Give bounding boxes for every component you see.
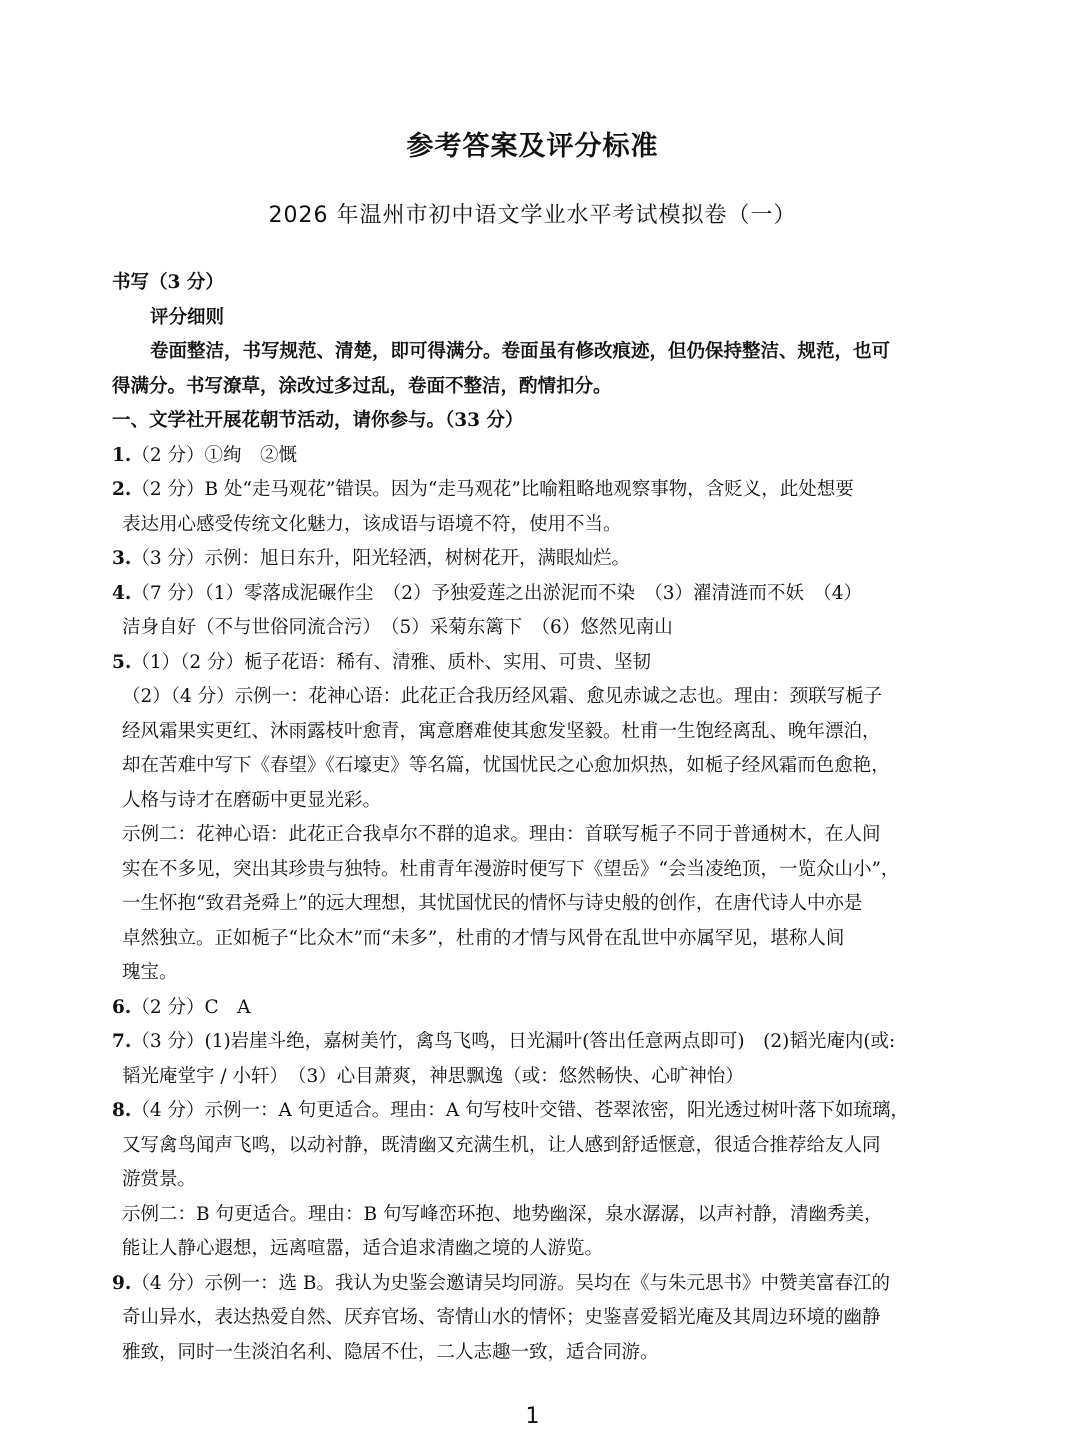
question-6-text: （2 分）C A xyxy=(131,996,251,1018)
question-4-line-1 xyxy=(112,577,964,612)
question-8-text-1: （4 分）示例一：A 句更适合。理由：A 句写枝叶交错、苍翠浓密，阳光透过树叶落下如琉璃， xyxy=(131,1100,909,1121)
question-3-number: 3. xyxy=(112,548,132,569)
question-5-example-2-line-3: 一生怀抱“致君尧舜上”的远大理想，其忧国忧民的情怀与诗史般的创作，在唐代诗人中亦是 xyxy=(122,893,863,914)
question-7-line-2: 韬光庵堂宇 / 小轩） （3）心目萧爽，神思飘逸（或：悠然畅快、心旷神怡） xyxy=(122,1065,744,1087)
question-4-number: 4. xyxy=(112,582,132,604)
question-2-line-1 xyxy=(112,473,964,508)
writing-rule-heading: 评分细则 xyxy=(150,306,225,328)
question-2-number: 2. xyxy=(112,479,132,500)
question-5-example-2-line-4: 卓然独立。正如栀子“比众木”而“未多”，杜甫的才情与风骨在乱世中亦属罕见，堪称人间 xyxy=(122,927,845,949)
question-6 xyxy=(112,991,964,1026)
question-7-line-1 xyxy=(112,1025,964,1060)
page-number: 1 xyxy=(525,1404,540,1429)
question-3 xyxy=(112,542,964,577)
question-8-example-2-line-2: 能让人静心遐想，远离喧嚣，适合追求清幽之境的人游览。 xyxy=(122,1238,604,1259)
question-2-line-2: 表达用心感受传统文化魅力，该成语与语境不符，使用不当。 xyxy=(122,513,622,535)
question-4-line-2: 洁身自好（不与世俗同流合污） （5）采菊东篱下 （6）悠然见南山 xyxy=(122,617,673,638)
question-6-number: 6. xyxy=(112,996,132,1018)
question-8-line-2: 又写禽鸟闻声飞鸣，以动衬静，既清幽又充满生机，让人感到舒适惬意，很适合推荐给友人同 xyxy=(122,1134,881,1156)
document-title: 参考答案及评分标准 xyxy=(406,131,659,162)
question-5-part-2-line-2: 经风霜果实更红、沐雨露枝叶愈青，寓意磨难使其愈发坚毅。杜甫一生饱经离乱、晚年漂泊， xyxy=(122,720,881,742)
question-5-part-2-line-4: 人格与诗才在磨砺中更显光彩。 xyxy=(122,789,382,811)
document-subtitle: 2026 年温州市初中语文学业水平考试模拟卷（一） xyxy=(268,203,797,228)
question-5-example-2-line-2: 实在不多见，突出其珍贵与独特。杜甫青年漫游时便写下《望岳》“会当凌绝顶，一览众山小”， xyxy=(122,858,900,880)
question-9-line-1 xyxy=(112,1267,964,1302)
question-1-number: 1. xyxy=(112,444,132,466)
question-5-example-2-line-5: 瑰宝。 xyxy=(122,962,178,983)
question-7-text-1: （3 分）(1)岩崖斗绝，嘉树美竹，禽鸟飞鸣，日光漏叶(答出任意两点即可) (2)韬光庵内(或: xyxy=(131,1031,896,1052)
question-8-line-3: 游赏景。 xyxy=(122,1169,197,1190)
question-9-line-2: 奇山异水，表达热爱自然、厌弃官场、寄情山水的情怀；史鉴喜爱韬光庵及其周边环境的幽静 xyxy=(122,1307,881,1328)
question-5-part-1 xyxy=(112,646,964,681)
question-1 xyxy=(112,439,964,474)
question-3-text: （3 分）示例：旭日东升，阳光轻洒，树树花开，满眼灿烂。 xyxy=(131,548,630,569)
question-5-example-2-line-1: 示例二：花神心语：此花正合我卓尔不群的追求。理由：首联写栀子不同于普通树木，在人间 xyxy=(122,824,881,845)
section-1-heading: 一、文学社开展花朝节活动，请你参与。（33 分） xyxy=(112,410,524,431)
question-8-example-2-line-1: 示例二：B 句更适合。理由：B 句写峰峦环抱、地势幽深，泉水潺潺，以声衬静，清幽秀美， xyxy=(122,1203,883,1225)
question-5-number: 5. xyxy=(112,651,132,673)
document-body xyxy=(112,266,964,1370)
question-8-line-1 xyxy=(112,1094,964,1129)
question-5-part-2-line-3: 却在苦难中写下《春望》《石壕吏》等名篇，忧国忧民之心愈加炽热，如栀子经风霜而色愈艳， xyxy=(122,755,890,776)
question-4-text-1: （7 分）（1）零落成泥碾作尘 （2）予独爱莲之出淤泥而不染 （3）濯清涟而不妖 （4） xyxy=(131,582,863,604)
writing-rule-line-1: 卷面整洁，书写规范、清楚，即可得满分。卷面虽有修改痕迹，但仍保持整洁、规范，也可 xyxy=(150,341,891,362)
question-2-text-1: （2 分）B 处“走马观花”错误。因为“走马观花”比喻粗略地观察事物，含贬义，此处想要 xyxy=(131,479,854,500)
question-9-text-1: （4 分）示例一：选 B。我认为史鉴会邀请吴均同游。吴均在《与朱元思书》中赞美富春江的 xyxy=(131,1272,890,1294)
question-5-text-1: （1）（2 分）栀子花语：稀有、清雅、质朴、实用、可贵、坚韧 xyxy=(131,651,652,673)
writing-rule-line-2: 得满分。书写潦草，涂改过多过乱，卷面不整洁，酌情扣分。 xyxy=(112,375,612,397)
question-8-number: 8. xyxy=(112,1100,132,1121)
question-9-number: 9. xyxy=(112,1272,132,1294)
question-5-part-2-line-1: （2）（4 分）示例一：花神心语：此花正合我历经风霜、愈见赤诚之志也。理由：颈联写栀子 xyxy=(122,686,883,707)
question-7-number: 7. xyxy=(112,1031,132,1052)
writing-heading: 书写（3 分） xyxy=(112,272,224,293)
question-1-text: （2 分）①绚 ②慨 xyxy=(131,444,297,466)
question-9-line-3: 雅致，同时一生淡泊名利、隐居不仕，二人志趣一致，适合同游。 xyxy=(122,1341,659,1363)
